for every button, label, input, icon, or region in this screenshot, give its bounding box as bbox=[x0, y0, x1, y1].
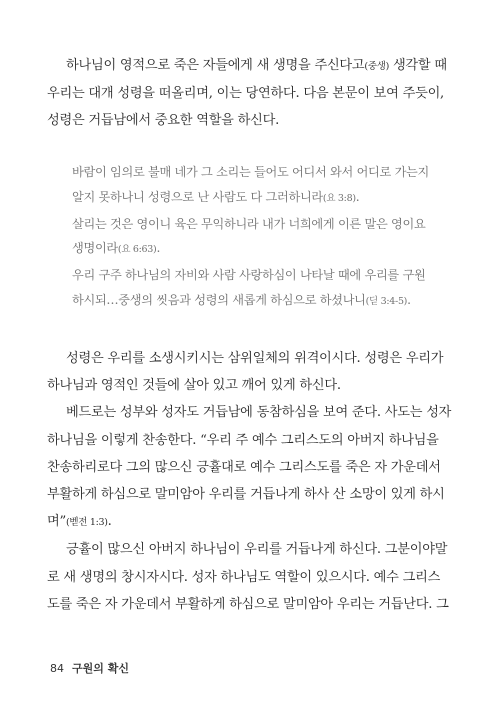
intro-paragraph bbox=[47, 52, 457, 135]
scripture-reference: (중생) bbox=[364, 61, 389, 72]
quote-line-5: 우리 구주 하나님의 자비와 사람 사랑하심이 나타날 때에 우리를 구원 bbox=[72, 268, 426, 283]
body-p2-line-4: 부활하게 하심으로 말미암아 우리를 거듭나게 하사 산 소망이 있게 하시 bbox=[47, 487, 445, 503]
body-p2-line-5: 며”(벧전 1:3). bbox=[47, 514, 112, 530]
body-p2-line-3: 찬송하리로다 그의 많으신 긍휼대로 예수 그리스도를 죽은 자 가운데서 bbox=[47, 459, 441, 475]
intro-line-3: 성령은 거듭남에서 중요한 역할을 하신다. bbox=[47, 113, 280, 129]
main-body-text bbox=[47, 345, 457, 618]
body-p3-line-2: 로 새 생명의 창시자시다. 성자 하나님도 역할이 있으시다. 예수 그리스 bbox=[47, 569, 441, 585]
body-p3-line-3: 도를 죽은 자 가운데서 부활하게 하심으로 말미암아 우리는 거듭난다. 그 bbox=[47, 596, 449, 612]
body-p1-line-2: 하나님과 영적인 것들에 살아 있고 깨어 있게 하신다. bbox=[47, 378, 341, 394]
quote-line-2: 알지 못하나니 성령으로 난 사람도 다 그러하니라(요 3:8). bbox=[72, 189, 360, 204]
quote-line-6: 하시되…중생의 씻음과 성령의 새롭게 하심으로 하셨나니(딛 3:4-5). bbox=[72, 292, 411, 307]
scripture-reference: (요 6:63) bbox=[117, 244, 157, 256]
scripture-block-quote bbox=[72, 160, 458, 315]
scripture-reference: (딛 3:4-5) bbox=[365, 295, 408, 307]
quote-line-3: 살리는 것은 영이니 육은 무익하니라 내가 너희에게 이른 말은 영이요 bbox=[72, 216, 426, 231]
page-footer bbox=[50, 660, 129, 676]
quote-line-1: 바람이 임의로 불매 네가 그 소리는 들어도 어디서 와서 어디로 가는지 bbox=[72, 165, 429, 179]
body-p2-line-2: 하나님을 이렇게 찬송한다. “우리 주 예수 그리스도의 아버지 하나님을 bbox=[47, 432, 439, 448]
body-p1-line-1: 성령은 우리를 소생시키시는 삼위일체의 위격이시다. 성령은 우리가 bbox=[66, 351, 444, 366]
quote-line-4: 생명이라(요 6:63). bbox=[72, 241, 161, 256]
page-number: 84 bbox=[50, 662, 64, 675]
intro-line-1: 하나님이 영적으로 죽은 자들에게 새 생명을 주신다고(중생) 생각할 때 bbox=[66, 58, 447, 73]
body-p2-line-1: 베드로는 성부와 성자도 거듭남에 동참하심을 보여 준다. 사도는 성자 bbox=[66, 405, 452, 421]
body-p3-line-1: 긍휼이 많으신 아버지 하나님이 우리를 거듭나게 하신다. 그분이야말 bbox=[66, 542, 448, 558]
scripture-reference: (요 3:8) bbox=[322, 192, 356, 204]
intro-line-2: 우리는 대개 성령을 떠올리며, 이는 당연하다. 다음 본문이 보여 주듯이, bbox=[47, 86, 444, 102]
running-title: 구원의 확신 bbox=[72, 662, 129, 675]
scripture-reference: (벧전 1:3) bbox=[65, 517, 108, 529]
